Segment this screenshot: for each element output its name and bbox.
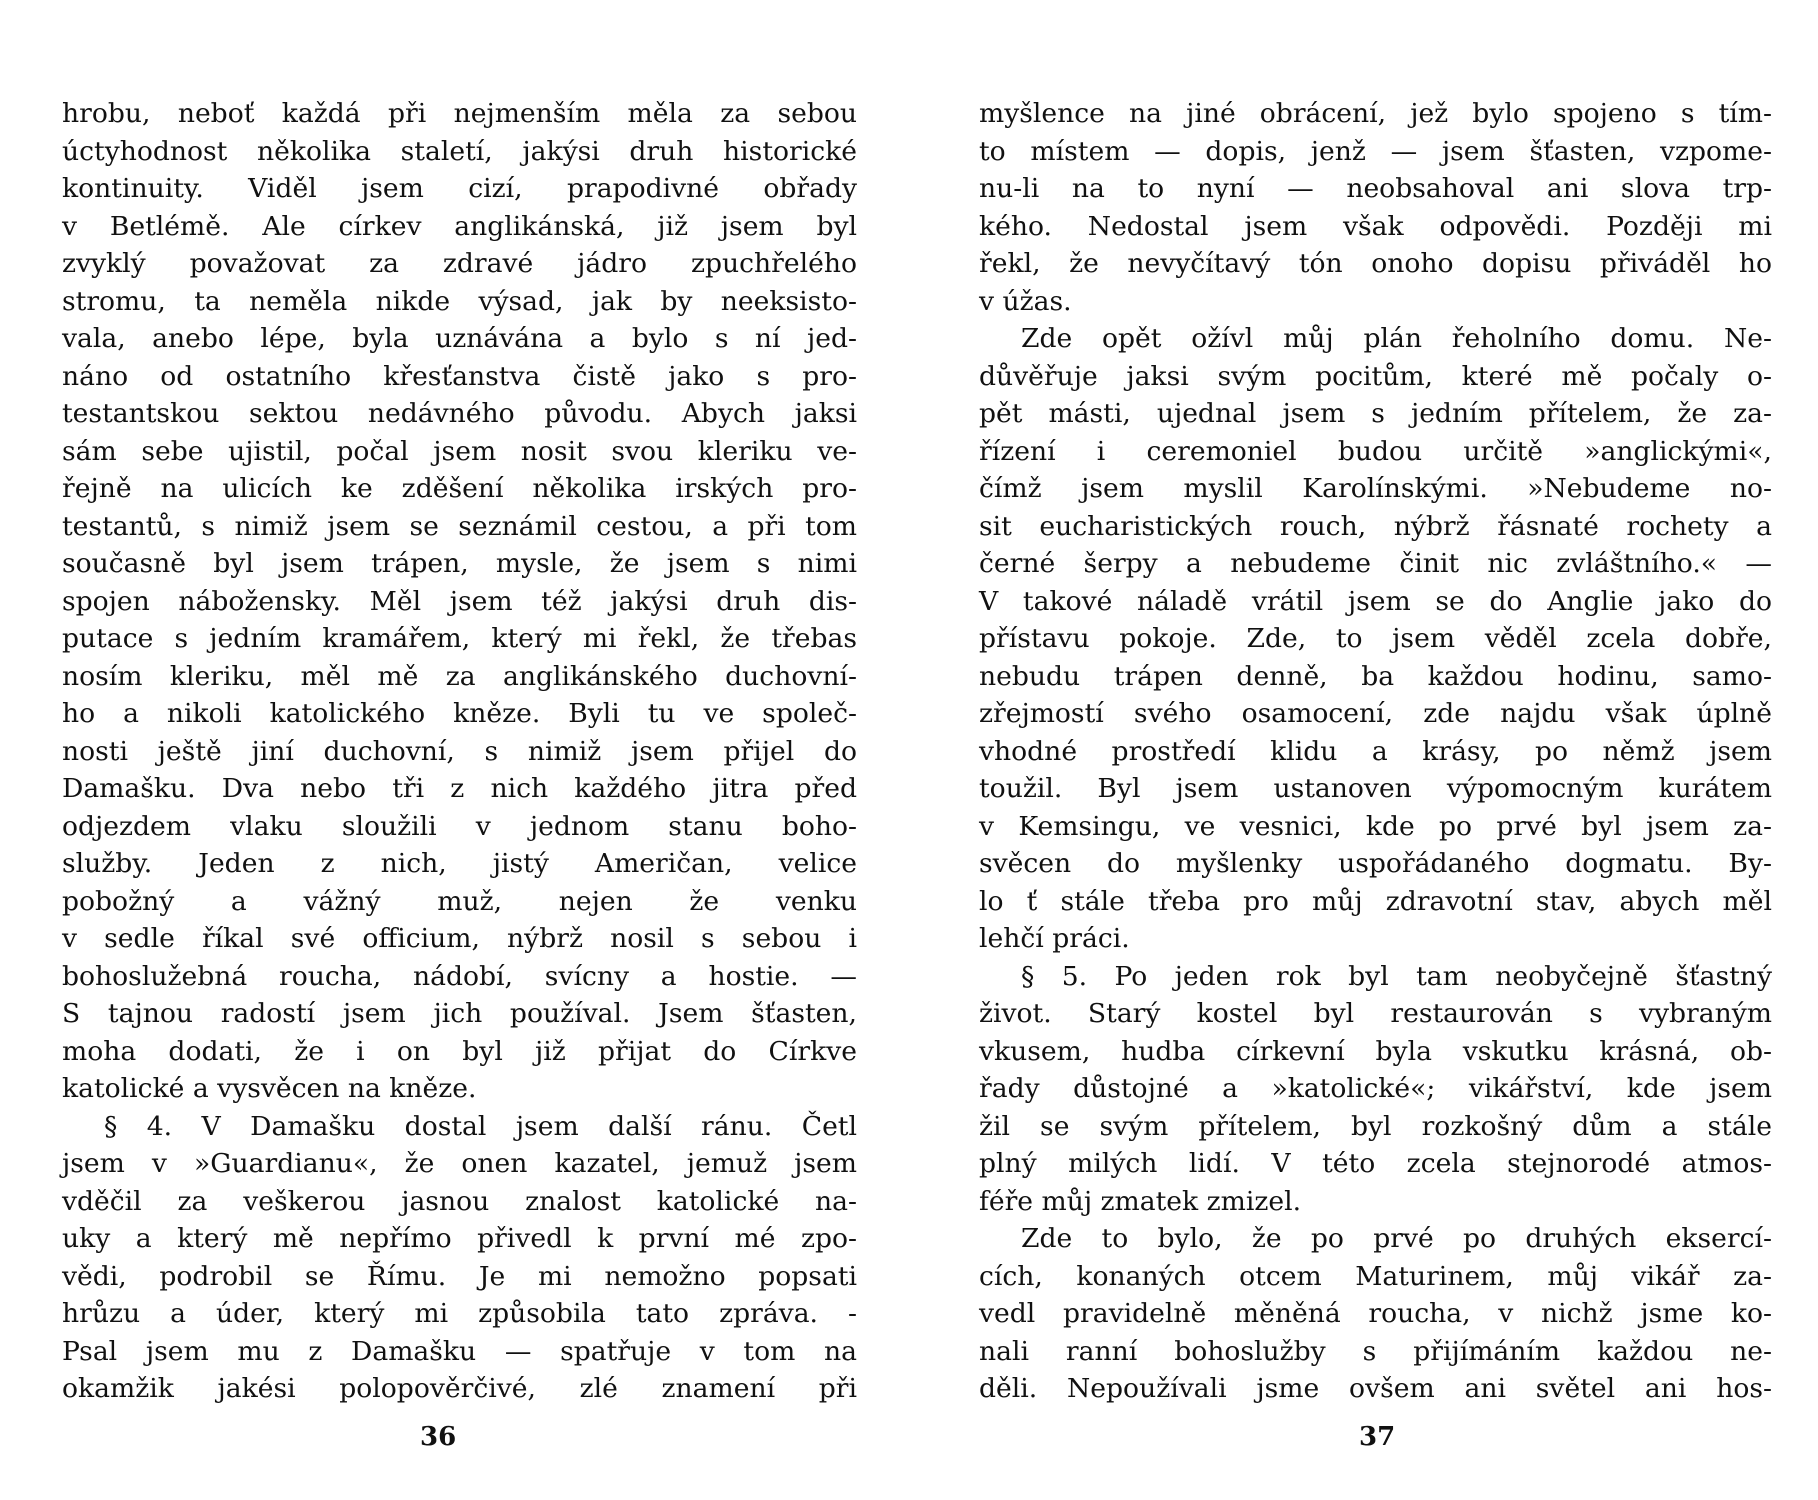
text-line: nebudu trápen denně, ba každou hodinu, samo-: [979, 660, 1772, 692]
text-line: myšlence na jiné obrácení, jež bylo spojeno s tím-: [979, 98, 1772, 129]
page-number: 37: [1359, 1422, 1396, 1452]
text-line: vedl pravidelně měněná roucha, v nichž jsme ko-: [979, 1298, 1772, 1329]
left-page-text: [62, 95, 857, 1408]
text-line: řízení i ceremoniel budou určitě »anglickými«,: [979, 435, 1772, 467]
page-number: 36: [420, 1422, 457, 1452]
text-line: důvěřuje jaksi svým pocitům, které mě počaly o-: [979, 360, 1772, 392]
text-line: žil se svým přítelem, byl rozkošný dům a stále: [979, 1110, 1772, 1142]
text-line: Zde opět ožívl můj plán řeholního domu. Ne-: [1021, 323, 1772, 354]
text-line: § 4. V Damašku dostal jsem další ránu. Četl: [104, 1110, 857, 1142]
text-line: bohoslužebná roucha, nádobí, svícny a hostie. —: [62, 960, 857, 992]
text-line: nosím kleriku, měl mě za anglikánského duchovní-: [62, 660, 857, 692]
text-line: jsem v »Guardianu«, že onen kazatel, jemuž jsem: [62, 1148, 857, 1179]
text-line: v Kemsingu, ve vesnici, kde po prvé byl jsem za-: [979, 810, 1772, 842]
text-line: život. Starý kostel byl restaurován s vybraným: [979, 998, 1772, 1029]
text-line: v Betlémě. Ale církev anglikánská, již jsem byl: [62, 210, 857, 242]
text-line: kého. Nedostal jsem však odpovědi. Později mi: [979, 210, 1772, 242]
text-line: stromu, ta neměla nikde výsad, jak by neeksisto-: [62, 285, 857, 317]
text-line: současně byl jsem trápen, mysle, že jsem s nimi: [62, 548, 857, 579]
text-line: katolické a vysvěcen na kněze.: [62, 1073, 477, 1104]
text-line: nu-li na to nyní — neobsahoval ani slova trp-: [979, 173, 1772, 204]
right-page: [909, 0, 1818, 1500]
text-line: cích, konaných otcem Maturinem, můj vikář za-: [979, 1260, 1772, 1292]
text-line: vědi, podrobil se Římu. Je mi nemožno popsati: [62, 1260, 857, 1292]
text-line: S tajnou radostí jsem jich používal. Jsem šťasten,: [62, 998, 857, 1029]
text-line: kontinuity. Viděl jsem cizí, prapodivné obřady: [62, 173, 857, 204]
text-line: hrobu, neboť každá při nejmenším měla za sebou: [62, 98, 857, 129]
text-line: odjezdem vlaku sloužili v jednom stanu boho-: [62, 810, 857, 842]
text-line: V takové náladě vrátil jsem se do Anglie jako do: [979, 585, 1772, 617]
text-line: přístavu pokoje. Zde, to jsem věděl zcela dobře,: [979, 623, 1772, 654]
text-line: černé šerpy a nebudeme činit nic zvláštního.« —: [979, 548, 1772, 579]
text-line: Damašku. Dva nebo tři z nich každého jitra před: [62, 773, 857, 804]
text-line: sám sebe ujistil, počal jsem nosit svou kleriku ve-: [62, 435, 857, 467]
text-line: čímž jsem myslil Karolínskými. »Nebudeme no-: [979, 473, 1772, 504]
text-line: § 5. Po jeden rok byl tam neobyčejně šťastný: [1021, 960, 1772, 992]
text-line: to místem — dopis, jenž — jsem šťasten, vzpome-: [979, 135, 1772, 167]
text-line: plný milých lidí. V této zcela stejnorodé atmos-: [979, 1148, 1772, 1179]
text-line: v sedle říkal své officium, nýbrž nosil s sebou i: [62, 923, 857, 954]
text-line: zřejmostí svého osamocení, zde najdu však úplně: [979, 698, 1772, 729]
text-line: nosti ještě jiní duchovní, s nimiž jsem přijel do: [62, 735, 857, 767]
text-line: úctyhodnost několika staletí, jakýsi druh historické: [62, 135, 857, 167]
text-line: pět másti, ujednal jsem s jedním přítelem, že za-: [979, 398, 1772, 429]
text-line: sit eucharistických rouch, nýbrž řásnaté rochety a: [979, 510, 1772, 542]
text-line: náno od ostatního křesťanstva čistě jako s pro-: [62, 360, 857, 392]
text-line: vhodné prostředí klidu a krásy, po němž jsem: [979, 735, 1772, 767]
text-line: lo ť stále třeba pro můj zdravotní stav, abych měl: [979, 885, 1772, 917]
text-line: řekl, že nevyčítavý tón onoho dopisu přiváděl ho: [979, 248, 1772, 279]
text-line: putace s jedním kramářem, který mi řekl, že třebas: [62, 623, 857, 654]
text-line: vkusem, hudba církevní byla vskutku krásná, ob-: [979, 1035, 1772, 1067]
text-line: děli. Nepoužívali jsme ovšem ani světel ani hos-: [979, 1373, 1772, 1404]
text-line: uky a který mě nepřímo přivedl k první mé zpo-: [62, 1223, 857, 1254]
text-line: pobožný a vážný muž, nejen že venku: [62, 885, 857, 917]
text-line: hrůzu a úder, který mi způsobila tato zpráva. -: [62, 1298, 857, 1329]
text-line: zvyklý považovat za zdravé jádro zpuchřelého: [62, 248, 857, 279]
text-line: féře můj zmatek zmizel.: [979, 1185, 1302, 1217]
text-line: v úžas.: [979, 285, 1072, 317]
text-line: svěcen do myšlenky uspořádaného dogmatu. By-: [979, 848, 1772, 879]
text-line: vděčil za veškerou jasnou znalost katolické na-: [62, 1185, 857, 1217]
text-line: toužil. Byl jsem ustanoven výpomocným kurátem: [979, 773, 1772, 804]
text-line: testantskou sektou nedávného původu. Abych jaksi: [62, 398, 857, 429]
text-line: testantů, s nimiž jsem se seznámil cestou, a při tom: [62, 510, 857, 542]
text-line: Zde to bylo, že po prvé po druhých eksercí-: [1021, 1223, 1772, 1254]
right-page-text: [979, 95, 1772, 1408]
text-line: lehčí práci.: [979, 923, 1130, 954]
text-line: řady důstojné a »katolické«; vikářství, kde jsem: [979, 1073, 1772, 1104]
text-line: spojen nábožensky. Měl jsem též jakýsi druh dis-: [62, 585, 857, 617]
text-line: služby. Jeden z nich, jistý Američan, velice: [62, 848, 857, 879]
text-line: moha dodati, že i on byl již přijat do Církve: [62, 1035, 857, 1067]
text-line: vala, anebo lépe, byla uznávána a bylo s ní jed-: [62, 323, 857, 354]
text-line: nali ranní bohoslužby s přijímáním každou ne-: [979, 1335, 1772, 1367]
text-line: ho a nikoli katolického kněze. Byli tu ve společ-: [62, 698, 857, 729]
text-line: Psal jsem mu z Damašku — spatřuje v tom na: [62, 1335, 857, 1367]
text-line: řejně na ulicích ke zděšení několika irských pro-: [62, 473, 857, 504]
text-line: okamžik jakési polopověrčivé, zlé znamení při: [62, 1373, 857, 1404]
